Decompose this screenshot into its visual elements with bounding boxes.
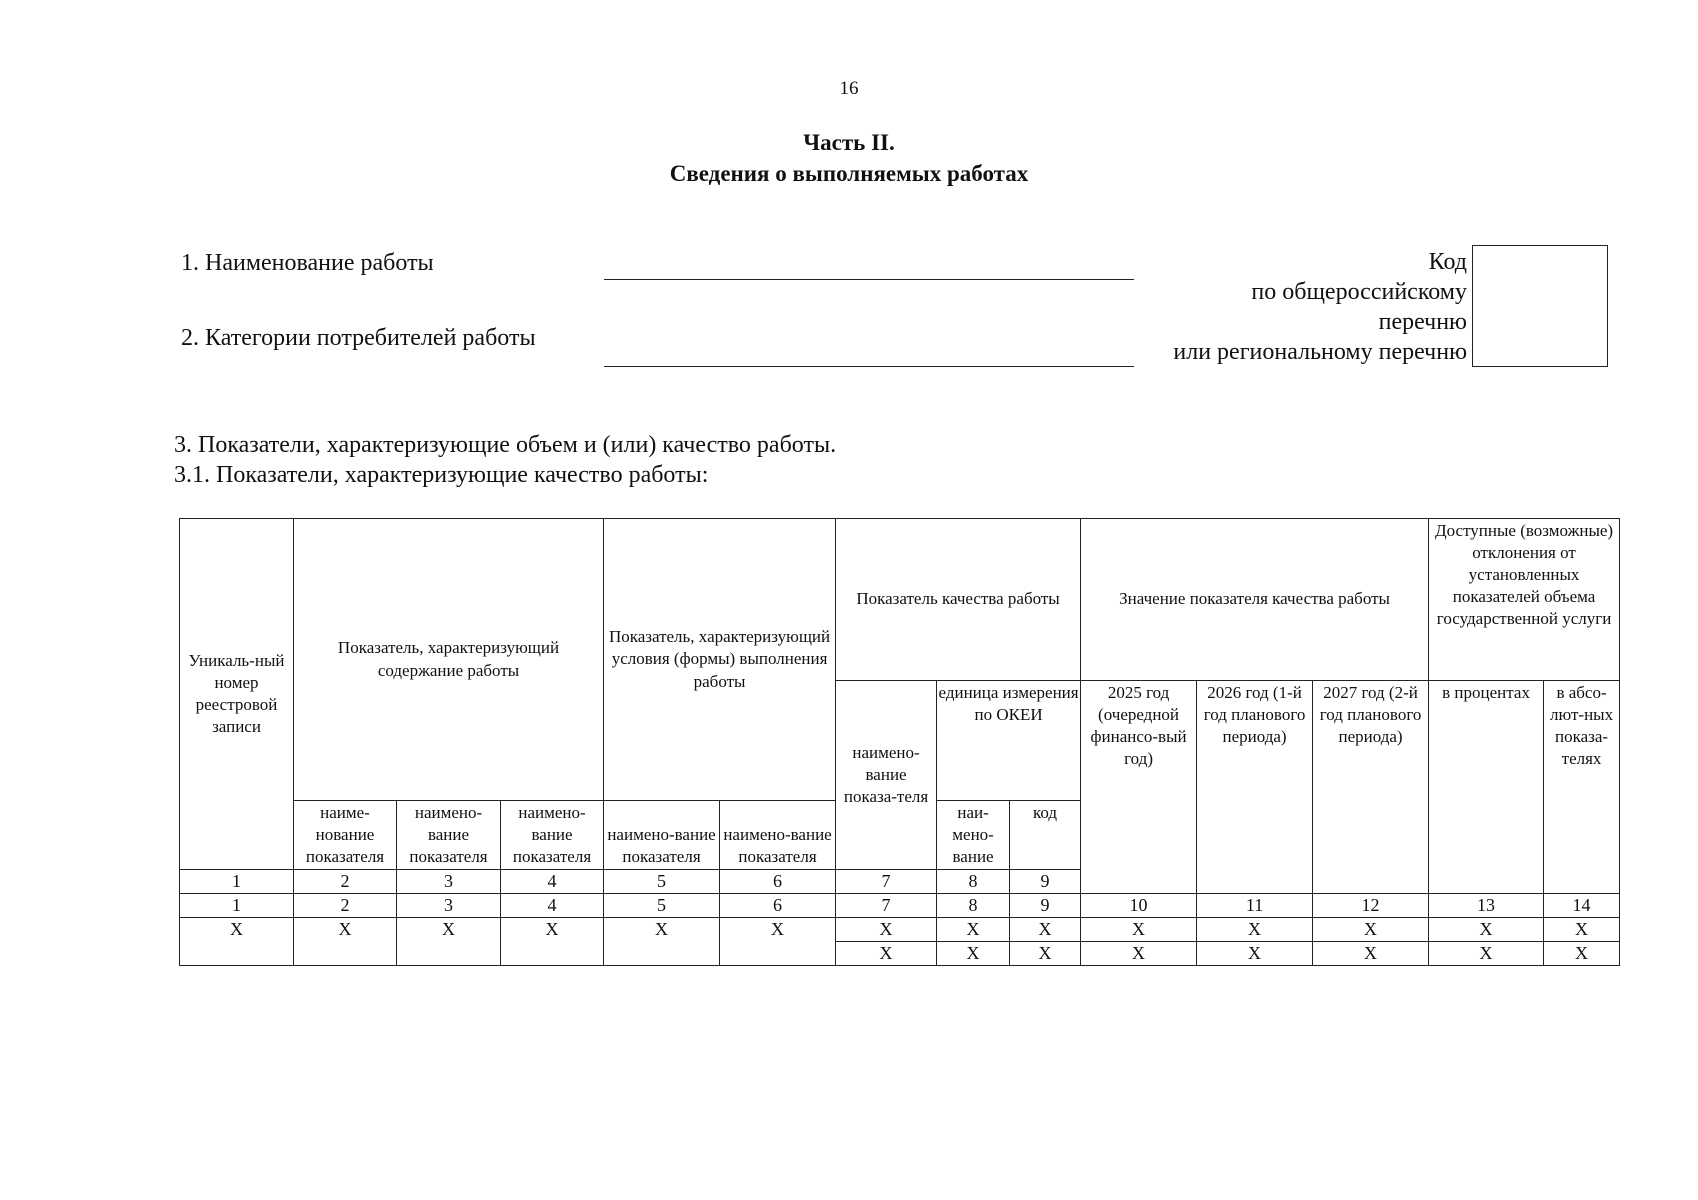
page-number: 16: [839, 78, 859, 99]
header-deviation-percent: в процентах: [1429, 681, 1544, 894]
work-name-line[interactable]: [604, 279, 1134, 280]
consumers-line[interactable]: [604, 366, 1134, 367]
col-number: 14: [1544, 894, 1620, 918]
col-number: 9: [1010, 870, 1081, 894]
x-cell: X: [294, 918, 397, 966]
col-number: 9: [1010, 894, 1081, 918]
x-cell: X: [937, 918, 1010, 942]
col-number: 8: [937, 894, 1010, 918]
header-content-indicator: Показатель, характеризующий содержание работы: [294, 519, 604, 801]
code-label-line2: по общероссийскому: [1251, 279, 1467, 305]
x-cell: X: [1429, 942, 1544, 966]
section-3-1-heading: 3.1. Показатели, характеризующие качество работы:: [174, 462, 709, 488]
col-number: 13: [1429, 894, 1544, 918]
header-year-2027: 2027 год (2-й год планового периода): [1313, 681, 1429, 894]
x-cell: X: [1544, 918, 1620, 942]
col-number: 3: [397, 894, 501, 918]
col-number: 4: [501, 894, 604, 918]
x-cell: X: [1010, 942, 1081, 966]
x-cell: X: [836, 942, 937, 966]
header-year-2026: 2026 год (1-й год планового периода): [1197, 681, 1313, 894]
work-name-label: 1. Наименование работы: [181, 250, 434, 276]
col-number: 3: [397, 870, 501, 894]
subheader-content-2: наимено-вание показателя: [397, 801, 501, 870]
col-number: 12: [1313, 894, 1429, 918]
x-cell: X: [720, 918, 836, 966]
section-3-heading: 3. Показатели, характеризующие объем и (или) качество работы.: [174, 432, 837, 458]
header-indicator-name: наимено-вание показа-теля: [836, 681, 937, 870]
col-number: 10: [1081, 894, 1197, 918]
x-cell: X: [180, 918, 294, 966]
code-label-line3: перечню: [1378, 309, 1467, 335]
col-number: 1: [180, 894, 294, 918]
header-quality-indicator: Показатель качества работы: [836, 519, 1081, 681]
subheader-conditions-1: наимено-вание показателя: [604, 801, 720, 870]
x-cell: X: [937, 942, 1010, 966]
code-box[interactable]: [1472, 245, 1608, 367]
col-number: 2: [294, 870, 397, 894]
col-number: 4: [501, 870, 604, 894]
code-label-line4: или региональному перечню: [1173, 339, 1467, 365]
col-number: 5: [604, 870, 720, 894]
subheader-conditions-2: наимено-вание показателя: [720, 801, 836, 870]
code-label-line1: Код: [1428, 249, 1467, 275]
col-number: 8: [937, 870, 1010, 894]
x-cell: X: [604, 918, 720, 966]
col-number: 11: [1197, 894, 1313, 918]
col-number: 7: [836, 870, 937, 894]
header-year-2025: 2025 год (очередной финансо-вый год): [1081, 681, 1197, 894]
x-cell: X: [397, 918, 501, 966]
x-cell: X: [1081, 942, 1197, 966]
x-cell: X: [1197, 918, 1313, 942]
col-number: 6: [720, 894, 836, 918]
subheader-content-1: наиме-нование показателя: [294, 801, 397, 870]
x-cell: X: [836, 918, 937, 942]
x-cell: X: [1081, 918, 1197, 942]
x-cell: X: [501, 918, 604, 966]
x-cell: X: [1197, 942, 1313, 966]
subheader-content-3: наимено-вание показателя: [501, 801, 604, 870]
x-cell: X: [1313, 918, 1429, 942]
col-number: 5: [604, 894, 720, 918]
header-allowed-deviation: Доступные (возможные) отклонения от установленных показателей объема государственной услуги: [1429, 519, 1620, 681]
header-unique-number: Уникаль-ный номер реестровой записи: [180, 519, 294, 870]
quality-indicators-table: [179, 518, 1620, 966]
x-cell: X: [1429, 918, 1544, 942]
header-conditions-indicator: Показатель, характеризующий условия (формы) выполнения работы: [604, 519, 836, 801]
part-subtitle: Сведения о выполняемых работах: [669, 161, 1029, 186]
col-number: 1: [180, 870, 294, 894]
x-cell: X: [1010, 918, 1081, 942]
header-unit-code: код: [1010, 801, 1081, 870]
x-cell: X: [1313, 942, 1429, 966]
col-number: 6: [720, 870, 836, 894]
consumers-label: 2. Категории потребителей работы: [181, 325, 536, 351]
header-deviation-absolute: в абсо-лют-ных показа-телях: [1544, 681, 1620, 894]
header-okei-unit: единица измерения по ОКЕИ: [937, 681, 1081, 801]
column-numbers-row: [180, 894, 1620, 918]
table-row: [180, 918, 1620, 942]
x-cell: X: [1544, 942, 1620, 966]
header-unit-name: наи-мено-вание: [937, 801, 1010, 870]
col-number: 7: [836, 894, 937, 918]
header-quality-value: Значение показателя качества работы: [1081, 519, 1429, 681]
col-number: 2: [294, 894, 397, 918]
part-title: Часть II.: [803, 130, 895, 155]
